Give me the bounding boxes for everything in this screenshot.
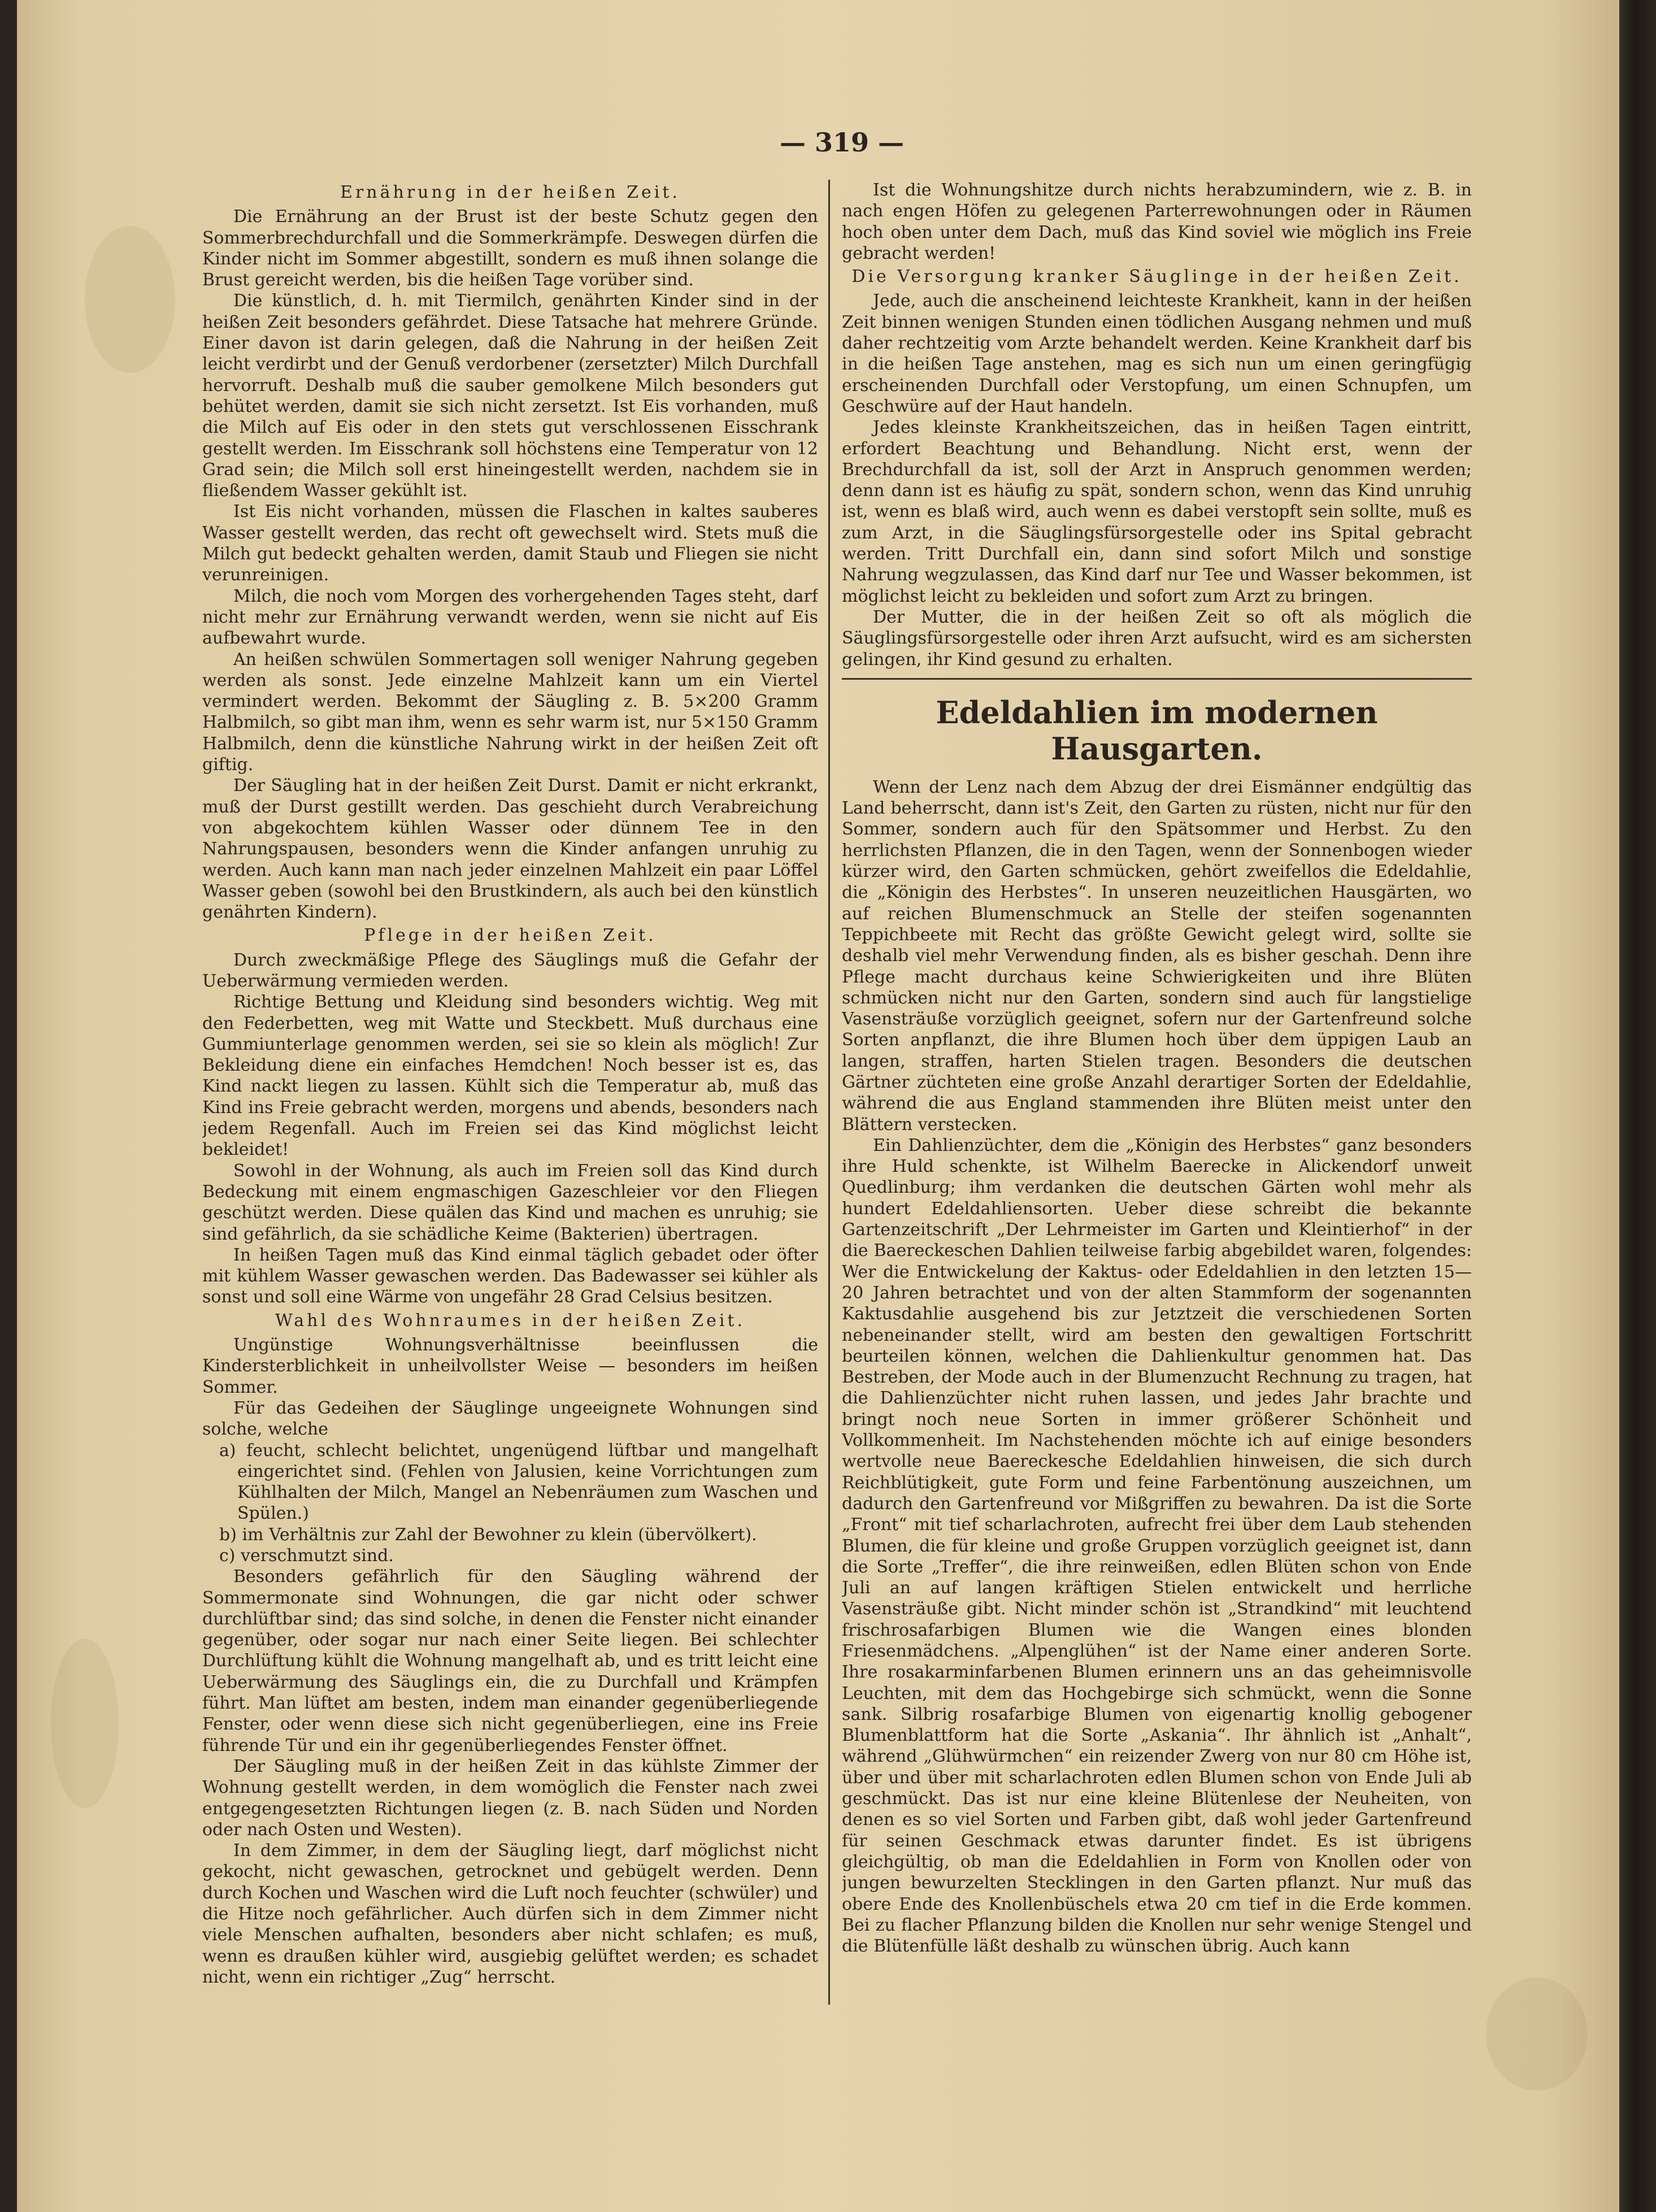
section-heading-living-space: Wahl des Wohnraumes in der heißen Zeit.	[275, 1310, 746, 1331]
paper-stain	[1486, 1978, 1588, 2091]
paragraph: Für das Gedeihen der Säuglinge ungeeignete Wohnungen sind solche, welche	[202, 1398, 818, 1440]
paper-stain	[85, 226, 175, 373]
paragraph: Die Ernährung an der Brust ist der beste Schutz gegen den Sommerbrechdurchfall und die Sommerkrämpfe. Deswegen dürfen die Kinder nicht im Sommer abgestillt, sondern es muß ihnen solange die Brust gereicht werden, bis die heißen Tage vorüber sind.	[202, 207, 818, 290]
section-heading-nutrition: Ernährung in der heißen Zeit.	[340, 182, 680, 202]
left-column	[202, 180, 818, 2140]
list-item: a) feucht, schlecht belichtet, ungenügend lüftbar und mangelhaft eingerichtet sind. (Fehlen von Jalusien, keine Vorrichtungen zum Kühlhalten der Milch, Mangel an Nebenräumen zum Waschen und Spülen.)	[219, 1440, 818, 1524]
article-title-dahlias: Edeldahlien im modernen Hausgarten.	[936, 694, 1378, 767]
list-item: b) im Verhältnis zur Zahl der Bewohner zu klein (übervölkert).	[219, 1524, 757, 1545]
paragraph: In heißen Tagen muß das Kind einmal täglich gebadet oder öfter mit kühlem Wasser gewaschen werden. Das Badewasser sei kühler als sonst und soll eine Wärme von ungefähr 28 Grad Celsius besitzen.	[202, 1245, 818, 1307]
article-separator	[842, 678, 1472, 680]
paragraph: An heißen schwülen Sommertagen soll weniger Nahrung gegeben werden als sonst. Jede einzelne Mahlzeit kann um ein Viertel vermindert werden. Bekommt der Säugling z. B. 5×200 Gramm Halbmilch, so gibt man ihm, wenn es sehr warm ist, nur 5×150 Gramm Halbmilch, denn die künstliche Nahrung wirkt in der heißen Zeit oft giftig.	[202, 649, 818, 775]
paragraph: Durch zweckmäßige Pflege des Säuglings muß die Gefahr der Ueberwärmung vermieden werden.	[202, 950, 818, 991]
paragraph: Besonders gefährlich für den Säugling während der Sommermonate sind Wohnungen, die gar nicht oder schwer durchlüftbar sind; das sind solche, in denen die Fenster nicht einander gegenüber, oder sogar nur nach einer Seite liegen. Bei schlechter Durchlüftung kühlt die Wohnung mangelhaft ab, und es tritt leicht eine Ueberwärmung des Säuglings ein, die zu Durchfall und Krämpfen führt. Man lüftet am besten, indem man einander gegenüberliegende Fenster, oder wenn diese sich nicht gegenüberliegen, eine ins Freie führende Tür und ein ihr gegenüberliegendes Fenster öffnet.	[202, 1567, 818, 1755]
paragraph: Richtige Bettung und Kleidung sind besonders wichtig. Weg mit den Federbetten, weg mit Watte und Steckbett. Muß durchaus eine Gummiunterlage genommen werden, sei sie so klein als möglich! Zur Bekleidung diene ein einfaches Hemdchen! Noch besser ist es, das Kind nackt liegen zu lassen. Kühlt sich die Temperatur ab, muß das Kind ins Freie gebracht werden, morgens und abends, besonders nach jedem Regenfall. Auch im Freien sei das Kind möglichst leicht bekleidet!	[202, 992, 818, 1160]
paragraph: Ist Eis nicht vorhanden, müssen die Flaschen in kaltes sauberes Wasser gestellt werden, das recht oft gewechselt wird. Stets muß die Milch gut bedeckt gehalten werden, damit Staub und Fliegen sie nicht verunreinigen.	[202, 502, 818, 585]
page-number: — 319 —	[779, 127, 905, 158]
section-heading-sick-infants: Die Versorgung kranker Säuglinge in der heißen Zeit.	[851, 267, 1462, 287]
paragraph: Ist die Wohnungshitze durch nichts herabzumindern, wie z. B. in nach engen Höfen zu gelegenen Parterrewohnungen oder in Räumen hoch oben unter dem Dach, muß das Kind soviel wie möglich ins Freie gebracht werden!	[842, 180, 1472, 263]
section-heading-care: Pflege in der heißen Zeit.	[364, 925, 657, 946]
unsuitable-dwellings-list	[202, 1440, 818, 1567]
paragraph: Wenn der Lenz nach dem Abzug der drei Eismänner endgültig das Land beherrscht, dann ist's Zeit, den Garten zu rüsten, nicht nur für den Sommer, sondern auch für den Spätsommer und Herbst. Zu den herrlichsten Pflanzen, die in den Tagen, wenn der Sonnenbogen wieder kürzer wird, den Garten schmücken, gehört zweifellos die Edeldahlie, die „Königin des Herbstes“. In unseren neuzeitlichen Hausgärten, wo auf reichen Blumenschmuck an Stelle der steifen sogenannten Teppichbeete mit Recht das größte Gewicht gelegt wird, sollte sie deshalb viel mehr Verwendung finden, als es bisher geschah. Denn ihre Pflege macht durchaus keine Schwierigkeiten und ihre Blüten schmücken nicht nur den Garten, sondern sind auch für langstielige Vasensträuße vorzüglich geeignet, sofern nur der Gartenfreund solche Sorten anpflanzt, die ihre Blumen hoch über dem üppigen Laub an langen, straffen, harten Stielen tragen. Besonders die deutschen Gärtner züchteten eine große Anzahl derartiger Sorten der Edeldahlie, während die aus England stammenden ihre Blüten meist unter den Blättern verstecken.	[842, 777, 1472, 1135]
right-column	[842, 180, 1472, 2140]
paragraph: Der Säugling muß in der heißen Zeit in das kühlste Zimmer der Wohnung gestellt werden, in dem womöglich die Fenster nach zwei entgegengesetzten Richtungen liegen (z. B. nach Süden und Norden oder nach Osten und Westen).	[202, 1756, 818, 1840]
paragraph: Ein Dahlienzüchter, dem die „Königin des Herbstes“ ganz besonders ihre Huld schenkte, ist Wilhelm Baerecke in Alickendorf unweit Quedlinburg; ihm verdanken die deutschen Gärten wohl mehr als hundert Edeldahliensorten. Ueber diese schreibt die bekannte Gartenzeitschrift „Der Lehrmeister im Garten und Kleintierhof“ in der die Baereckeschen Dahlien teilweise farbig abgebildet waren, folgendes: Wer die Entwickelung der Kaktus- oder Edeldahlien in den letzten 15—20 Jahren betrachtet und von der alten Stammform der sogenannten Kaktusdahlie ausgehend bis zur Jetztzeit die verschiedenen Sorten nebeneinander stellt, wird am besten den gewaltigen Fortschritt beurteilen können, welchen die Dahlienkultur genommen hat. Das Bestreben, der Mode auch in der Blumenzucht Rechnung zu tragen, hat die Dahlienzüchter nicht ruhen lassen, und jedes Jahr brachte und bringt noch neue Sorten in immer größerer Schönheit und Vollkommenheit. Im Nachstehenden möchte ich auf einige besonders wertvolle neue Baereckesche Edeldahlien hinweisen, die sich durch Reichblütigkeit, gute Form und feine Farbentönung auszeichnen, um dadurch den Gartenfreund vor Mißgriffen zu bewahren. Da ist die Sorte „Front“ mit tief scharlachroten, aufrecht frei über dem Laub stehenden Blumen, die für kleine und große Gruppen vorzüglich geeignet ist, dann die Sorte „Treffer“, die ihre reinweißen, edlen Blüten schon von Ende Juli an auf langen kräftigen Stielen entwickelt und herrliche Vasensträuße gibt. Nicht minder schön ist „Strandkind“ mit leuchtend frischrosafarbigen Blumen wie die Wangen eines blonden Friesenmädchens. „Alpenglühen“ ist der Name einer anderen Sorte. Ihre rosakarminfarbenen Blumen erinnern uns an das geheimnisvolle Leuchten, mit dem das Hochgebirge sich schmückt, wenn die Sonne sank. Silbrig rosafarbige Blumen von eigenartig knollig gebogener Blumenblattform hat die Sorte „Askania“. Ihr ähnlich ist „Anhalt“, während „Glühwürmchen“ ein reizender Zwerg von nur 80 cm Höhe ist, über und über mit scharlachroten edlen Blumen schon von Ende Juli ab geschmückt. Das ist nur eine kleine Blütenlese der Neuheiten, von denen es so viel Sorten und Farben gibt, daß wohl jeder Gartenfreund für seinen Geschmack etwas darunter findet. Es ist übrigens gleichgültig, ob man die Edeldahlien in Form von Knollen oder von jungen bewurzelten Stecklingen in den Garten pflanzt. Nur muß das obere Ende des Knollenbüschels etwa 20 cm tief in die Erde kommen. Bei zu flacher Pflanzung bilden die Knollen nur sehr wenige Stengel und die Blütenfülle läßt deshalb zu wünschen übrig. Auch kann	[842, 1135, 1472, 1957]
paragraph: Der Säugling hat in der heißen Zeit Durst. Damit er nicht erkrankt, muß der Durst gestillt werden. Das geschieht durch Verabreichung von abgekochtem kühlen Wasser oder dünnem Tee in den Nahrungspausen, besonders wenn die Kinder anfangen unruhig zu werden. Auch kann man nach jeder einzelnen Mahlzeit ein paar Löffel Wasser geben (sowohl bei den Brustkindern, als auch bei den künstlich genährten Kindern).	[202, 776, 818, 923]
paper-stain	[51, 1639, 119, 1808]
paragraph: Der Mutter, die in der heißen Zeit so oft als möglich die Säuglingsfürsorgestelle oder ihren Arzt aufsucht, wird es am sichersten gelingen, ihr Kind gesund zu erhalten.	[842, 607, 1472, 670]
book-binding-edge	[1619, 0, 1656, 2212]
paragraph: Milch, die noch vom Morgen des vorhergehenden Tages steht, darf nicht mehr zur Ernährung verwandt werden, wenn sie nicht auf Eis aufbewahrt wurde.	[202, 586, 818, 649]
paragraph: Jede, auch die anscheinend leichteste Krankheit, kann in der heißen Zeit binnen wenigen Stunden einen tödlichen Ausgang nehmen und muß daher rechtzeitig vom Arzte behandelt werden. Keine Krankheit darf bis in die heißen Tage anstehen, mag es sich nun um einen geringfügig erscheinenden Durchfall oder Verstopfung, um einen Schnupfen, um Geschwüre auf der Haut handeln.	[842, 291, 1472, 416]
paragraph: Die künstlich, d. h. mit Tiermilch, genährten Kinder sind in der heißen Zeit besonders gefährdet. Diese Tatsache hat mehrere Gründe. Einer davon ist darin gelegen, daß die Nahrung in der heißen Zeit leicht verdirbt und der Genuß verdorbener (zersetzter) Milch Durchfall hervorruft. Deshalb muß die sauber gemolkene Milch besonders gut behütet werden, damit sie sich nicht zersetzt. Ist Eis vorhanden, muß die Milch auf Eis oder in den stets gut verschlossenen Eisschrank gestellt werden. Im Eisschrank soll höchstens eine Temperatur von 12 Grad sein; die Milch soll erst hineingestellt werden, nachdem sie in fließendem Wasser gekühlt ist.	[202, 291, 818, 501]
paragraph: Jedes kleinste Krankheitszeichen, das in heißen Tagen eintritt, erfordert Beachtung und Behandlung. Nicht erst, wenn der Brechdurchfall da ist, soll der Arzt in Anspruch genommen werden; denn dann ist es häufig zu spät, sondern schon, wenn das Kind unruhig ist, wenn es blaß wird, auch wenn es dabei verstopft sein sollte, muß es zum Arzt, in die Säuglingsfürsorgestelle oder ins Spital gebracht werden. Tritt Durchfall ein, dann sind sofort Milch und sonstige Nahrung wegzulassen, das Kind darf nur Tee und Wasser bekommen, ist möglichst leicht zu bekleiden und sofort zum Arzt zu bringen.	[842, 418, 1472, 606]
column-divider	[828, 180, 830, 2005]
paragraph: Sowohl in der Wohnung, als auch im Freien soll das Kind durch Bedeckung mit einem engmaschigen Gazeschleier vor den Fliegen geschützt werden. Diese quälen das Kind und machen es unruhig; sie sind gefährlich, da sie schädliche Keime (Bakterien) übertragen.	[202, 1161, 818, 1244]
paragraph: In dem Zimmer, in dem der Säugling liegt, darf möglichst nicht gekocht, nicht gewaschen, getrocknet und gebügelt werden. Denn durch Kochen und Waschen wird die Luft noch feuchter (schwüler) und die Hitze noch gefährlicher. Auch dürfen sich in dem Zimmer nicht viele Menschen aufhalten, besonders aber nicht schlafen; es muß, wenn es draußen kühler wird, ausgiebig gelüftet werden; es schadet nicht, wenn ein richtiger „Zug“ herrscht.	[202, 1841, 818, 1987]
paragraph: Ungünstige Wohnungsverhältnisse beeinflussen die Kindersterblichkeit in unheilvollster Weise — besonders im heißen Sommer.	[202, 1335, 818, 1397]
list-item: c) verschmutzt sind.	[219, 1546, 394, 1566]
